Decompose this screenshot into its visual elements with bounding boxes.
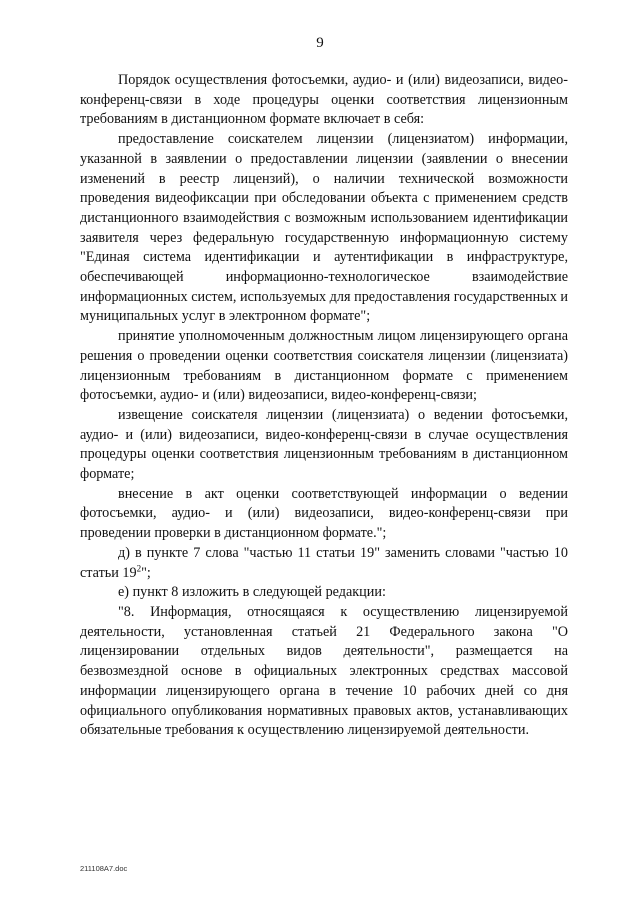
- paragraph-item-8: "8. Информация, относящаяся к осуществлению лицензируемой деятельности, установленная статьей 21 Федерального закона "О лицензировании отдельных видов деятельности", размещается на безвозмездной основе в официальных электронных средствах массовой информации лицензирующего органа в течение 10 рабочих дней со дня официального опубликования нормативных правовых актов, устанавливающих обязательные требования к осуществлению лицензируемой деятельности.: [80, 603, 568, 739]
- paragraph-act-entry: внесение в акт оценки соответствующей информации о ведении фотосъемки, аудио- и (или) видеозаписи, видео-конференц-связи при проведении проверки в дистанционном формате.";: [80, 485, 568, 542]
- paragraph-notification: извещение соискателя лицензии (лицензиата) о ведении фотосъемки, аудио- и (или) видеозаписи, видео-конференц-связи в случае осуществления процедуры оценки соответствия лицензионным требованиям в дистанционном формате;: [80, 406, 568, 483]
- item-d-superscript: 2: [136, 562, 142, 573]
- document-body: [80, 71, 568, 741]
- paragraph-procedure-intro: Порядок осуществления фотосъемки, аудио- и (или) видеозаписи, видео-конференц-связи в ходе процедуры оценки соответствия лицензионным требованиям в дистанционном формате включает в себя:: [80, 72, 568, 128]
- paragraph-item-d: [80, 544, 568, 583]
- footer-filename: 211108А7.doc: [80, 864, 128, 873]
- paragraph-decision-making: принятие уполномоченным должностным лицом лицензирующего органа решения о проведении оценки соответствия соискателя лицензии (лицензиата) лицензионным требованиям в дистанционном формате с применением фотосъемки, аудио- и (или) видеозаписи, видео-конференц-связи;: [80, 328, 568, 404]
- page-number: 9: [316, 35, 324, 51]
- item-d-text: д) в пункте 7 слова "частью 11 статьи 19" заменить словами "частью 10 статьи 19: [80, 544, 568, 581]
- item-d-tail: ";: [141, 564, 151, 581]
- paragraph-information-provision: предоставление соискателем лицензии (лицензиатом) информации, указанной в заявлении о предоставлении лицензии (заявлении о внесении изменений в реестр лицензий), о наличии технической возможности проведения видеофиксации при обследовании объекта с применением средств дистанционного взаимодействия с возможным использованием идентификации заявителя через федеральную государственную информационную систему "Единая система идентификации и аутентификации в инфраструктуре, обеспечивающей информационно-технологическое взаимодействие информационных систем, используемых для предоставления государственных и муниципальных услуг в электронном формате";: [80, 131, 568, 325]
- paragraph-item-e: е) пункт 8 изложить в следующей редакции:: [118, 584, 386, 601]
